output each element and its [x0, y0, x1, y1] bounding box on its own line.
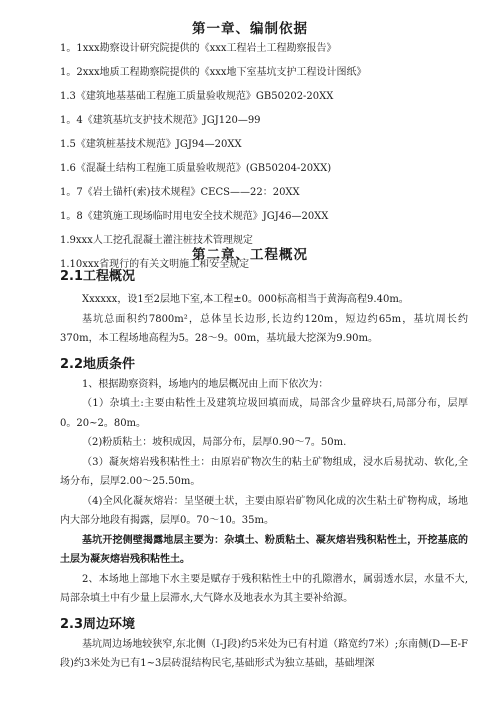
- reference-item: 1。8《建筑施工现场临时用电安全技术规范》JGJ46—20XX: [60, 211, 329, 222]
- section-heading: 2.2地质条件: [60, 356, 136, 372]
- paragraph: 2、本场地上部地下水主要是赋存于残积粘性土中的孔隙潜水，属弱透水层，水量不大,局部杂填土中有少量上层滞水,大气降水及地表水为其主要补给源。: [60, 573, 468, 604]
- reference-item: 1.3《建筑地基基础工程施工质量验收规范》GB50202-20XX: [60, 91, 334, 102]
- chapter-1-title: 第一章、编制依据: [192, 21, 308, 37]
- list-item: （1）杂填土:主要由粘性土及建筑垃圾回填而成，局部含少量碎块石,局部分布，层厚0。20~2。80m。: [60, 398, 468, 429]
- reference-item: 1。2xxx地质工程勘察院提供的《xxx地下室基坑支护工程设计图纸》: [60, 67, 367, 78]
- chapter-2-body: [60, 265, 468, 674]
- reference-item: 1。1xxx勘察设计研究院提供的《xxx工程岩土工程勘察报告》: [60, 43, 337, 54]
- reference-item: 1。4《建筑基坑支护技术规范》JGJ120—99: [60, 115, 261, 126]
- reference-item: 1.5《建筑桩基技术规范》JGJ94—20XX: [60, 139, 242, 150]
- list-item: （3）凝灰熔岩残积粘性土：由原岩矿物次生的粘土矿物组成，浸水后易扰动、软化,全场分布，层厚2.00～25.50m。: [60, 456, 468, 487]
- reference-item: 1.9xxx人工挖孔混凝土灌注桩技术管理规定: [60, 235, 253, 246]
- list-item: （2)粉质粘土：坡积成因，局部分布，层厚0.90～7。50m.: [82, 437, 347, 448]
- paragraph: 基坑总面积约7800m²，总体呈长边形,长边约120m，短边约65m，基坑周长约370m，本工程场地高程为5。28～9。00m，基坑最大挖深为9.90m。: [60, 313, 468, 344]
- reference-item: 1.10xxx省现行的有关文明施工和安全规定: [60, 259, 250, 270]
- section-heading: 2.1工程概况: [60, 269, 136, 284]
- reference-item: 1.6《混凝土结构工程施工质量验收规范》(GB50204-20XX): [60, 163, 332, 174]
- chapter-2-title: 第二章、工程概况: [192, 247, 308, 263]
- reference-item: 1。7《岩土锚杆(索)技术规程》CECS——22：20XX: [60, 187, 300, 198]
- section-heading: 2.3周边环境: [60, 616, 136, 632]
- list-item: （4)全风化凝灰熔岩：呈坚硬土状，主要由原岩矿物风化成的次生粘土矿物构成，场地内大部分地段有揭露，层厚0。70～10。35m。: [60, 495, 468, 526]
- bold-paragraph: 基坑开挖侧壁揭露地层主要为：杂填土、粉质粘土、凝灰熔岩残积粘性土，开挖基底的土层为凝灰熔岩残积粘性土。: [60, 534, 468, 565]
- paragraph: 1、根据勘察资料，场地内的地层概况由上而下依次为：: [82, 378, 329, 390]
- paragraph: 基坑周边场地较狭窄,东北侧（I-J段)约5米处为已有村道（路宽约7米）;东南侧(D—E-F段)约3米处为已有1~3层砖混结构民宅,基础形式为独立基础，基础埋深: [60, 638, 468, 669]
- paragraph: Xxxxxx，设1至2层地下室,本工程±0。000标高相当于黄海高程9.40m。: [82, 294, 409, 305]
